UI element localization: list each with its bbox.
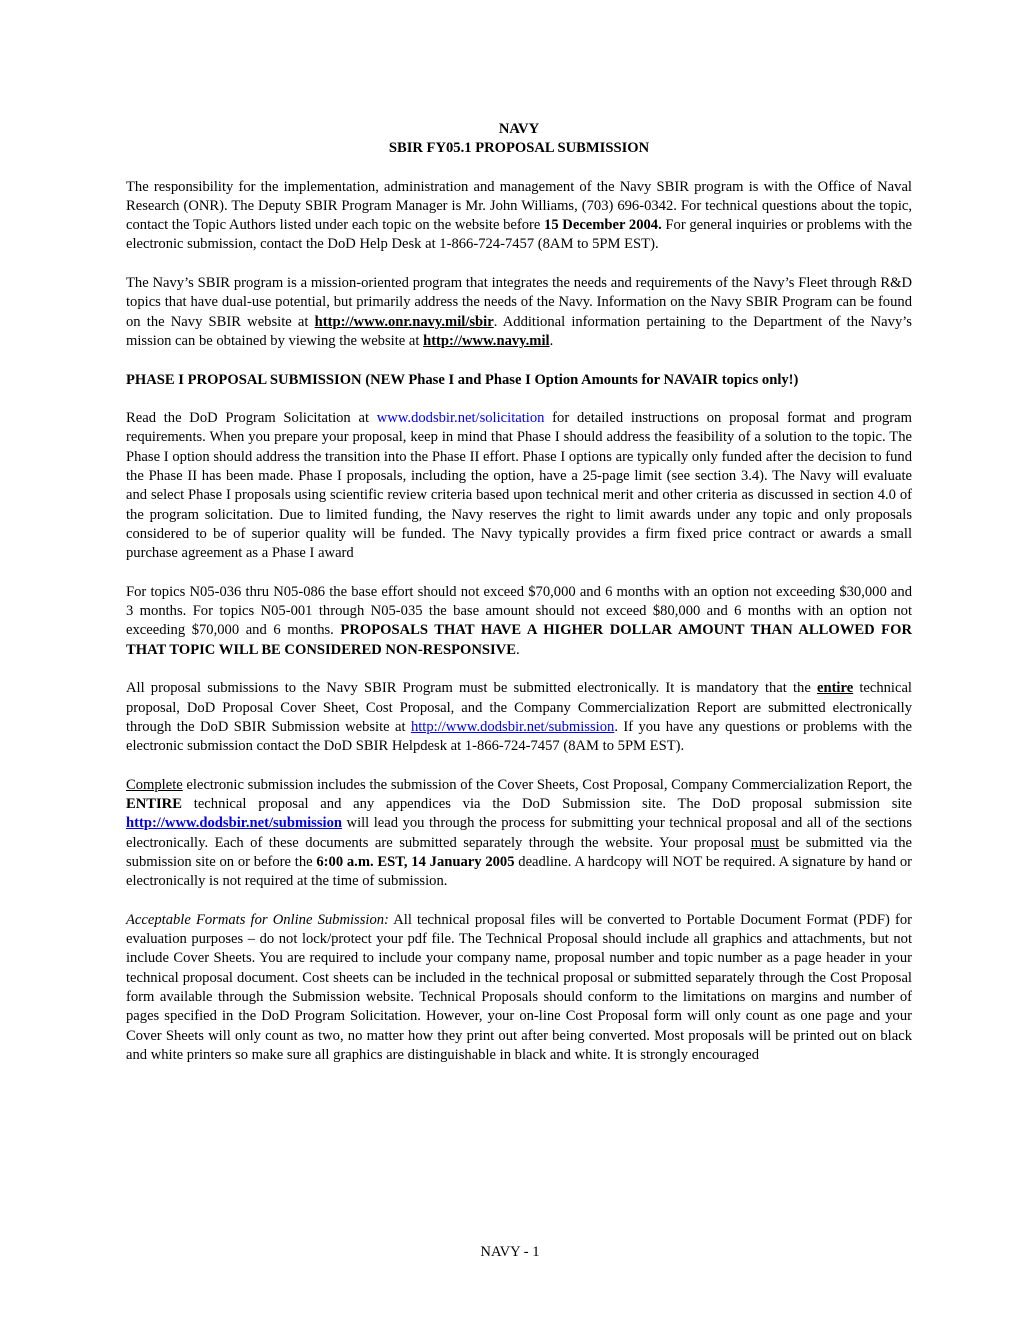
text: All proposal submissions to the Navy SBIR Program must be submitted electronically. It is mandatory that the — [126, 680, 817, 697]
paragraph-funding — [126, 583, 912, 660]
link-solicitation[interactable]: www.dodsbir.net/solicitation — [376, 410, 545, 427]
page-footer: NAVY - 1 — [480, 1244, 540, 1260]
doc-title-submission: SBIR FY05.1 PROPOSAL SUBMISSION — [388, 140, 650, 157]
emphasis-must: must — [750, 834, 780, 851]
paragraph-acceptable-formats — [126, 911, 912, 1065]
deadline-date: 15 December 2004. — [544, 217, 662, 234]
text: For general inquiries or problems with the electronic submission, contact the DoD Help Desk at 1-866-724-7457 (8AM to 5PM EST). — [126, 217, 912, 253]
text: . — [515, 641, 520, 658]
link-onr-sbir[interactable]: http://www.onr.navy.mil/sbir — [314, 313, 494, 330]
emphasis-entire: entire — [816, 680, 854, 697]
text: All technical proposal files will be converted to Portable Document Format (PDF) for evaluation purposes – do not lock/protect your pdf file. The Technical Proposal should include all graphics and attachments, but not include Cover Sheets. You are required to include your company name, proposal number and topic number as a page header in your technical proposal document. Cost sheets can be included in the technical proposal or submitted separately through the Cost Proposal form available through the Submission website. Technical Proposals should conform to the limitations on margins and number of pages specified in the DoD Program Solicitation. However, your on-line Cost Proposal form will only count as one page and your Cover Sheets will only count as two, no matter how they print out after being converted. Most proposals will be printed out on black and white printers so make sure all graphics are distinguishable in black and white. It is strongly encouraged — [126, 911, 912, 1063]
text: The responsibility for the implementation, administration and management of the Navy SBIR program is with the Office of Naval Research (ONR). The Deputy SBIR Program Manager is Mr. John Williams, (703) 696-0342. For technical questions about the topic, contact the Topic Authors listed under each topic on the website before — [126, 178, 912, 234]
paragraph-responsibility — [126, 178, 912, 255]
submission-deadline: 6:00 a.m. EST, 14 January 2005 — [316, 853, 515, 870]
text: electronic submission includes the submission of the Cover Sheets, Cost Proposal, Company Commercialization Report, the — [182, 776, 912, 793]
text: . — [549, 332, 554, 349]
paragraph-electronic-submission — [126, 679, 912, 756]
emphasis-entire-caps: ENTIRE — [126, 796, 182, 813]
text: The Navy’s SBIR program is a mission-oriented program that integrates the needs and requirements of the Navy’s Fleet through R&D topics that have dual-use potential, but primarily address the needs of the Navy. Information on the Navy SBIR Program can be found on the Navy SBIR website at — [126, 275, 912, 330]
text: For topics N05-036 thru N05-086 the base effort should not exceed $70,000 and 6 months with an option not exceeding $30,000 and 3 months. For topics N05-001 through N05-035 the base amount should not exceed $80,000 and 6 months with an option not exceeding $70,000 and 6 months. — [126, 583, 912, 639]
nonresponsive-warning: PROPOSALS THAT HAVE A HIGHER DOLLAR AMOUNT THAN ALLOWED FOR THAT TOPIC WILL BE CONSIDERED NON-RESPONSIVE — [126, 622, 912, 658]
document-page — [126, 120, 912, 1085]
text: technical proposal and any appendices via the DoD Submission site. The DoD proposal submission site — [181, 796, 912, 813]
link-submission-site[interactable]: http://www.dodsbir.net/submission — [126, 815, 343, 832]
text: . If you have any questions or problems with the electronic submission contact the DoD SBIR Helpdesk at 1-866-724-7457 (8AM to 5PM EST). — [126, 718, 912, 755]
text: technical proposal, DoD Proposal Cover Sheet, Cost Proposal, and the Company Commercialization Report are submitted electronically through the DoD SBIR Submission website at — [126, 680, 912, 735]
link-submission[interactable]: http://www.dodsbir.net/submission — [410, 718, 615, 735]
text: be submitted via the submission site on or before the — [126, 834, 913, 870]
emphasis-complete: Complete — [126, 776, 183, 793]
text: will lead you through the process for submitting your technical proposal and all of the sections electronically. Each of these documents are submitted separately through the website. Your proposal — [126, 815, 912, 851]
text: Read the DoD Program Solicitation at — [126, 410, 377, 427]
doc-title-navy: NAVY — [498, 121, 540, 137]
paragraph-solicitation — [126, 409, 912, 563]
formats-label: Acceptable Formats for Online Submission: — [126, 911, 389, 928]
paragraph-mission — [126, 274, 912, 351]
link-navy-mil[interactable]: http://www.navy.mil — [423, 332, 550, 349]
text: for detailed instructions on proposal format and program requirements. When you prepare your proposal, keep in mind that Phase I should address the feasibility of a solution to the topic. The Phase I option should address the transition into the Phase II effort. Phase I options are typically only funded after the decision to fund the Phase II has been made. Phase I proposals, including the option, have a 25-page limit (see section 3.4). The Navy will evaluate and select Phase I proposals using scientific review criteria based upon technical merit and other criteria as discussed in section 4.0 of the program solicitation. Due to limited funding, the Navy reserves the right to limit awards under any topic and only proposals considered to be of superior quality will be funded. The Navy typically provides a firm fixed price contract or awards a small purchase agreement as a Phase I award — [126, 410, 912, 562]
paragraph-complete-submission — [126, 776, 912, 892]
text: . Additional information pertaining to the Department of the Navy’s mission can be obtained by viewing the website at — [126, 313, 912, 349]
section-heading-phase1: PHASE I PROPOSAL SUBMISSION (NEW Phase I and Phase I Option Amounts for NAVAIR topics only!) — [126, 371, 799, 388]
text: deadline. A hardcopy will NOT be required. A signature by hand or electronically is not required at the time of submission. — [126, 853, 912, 890]
